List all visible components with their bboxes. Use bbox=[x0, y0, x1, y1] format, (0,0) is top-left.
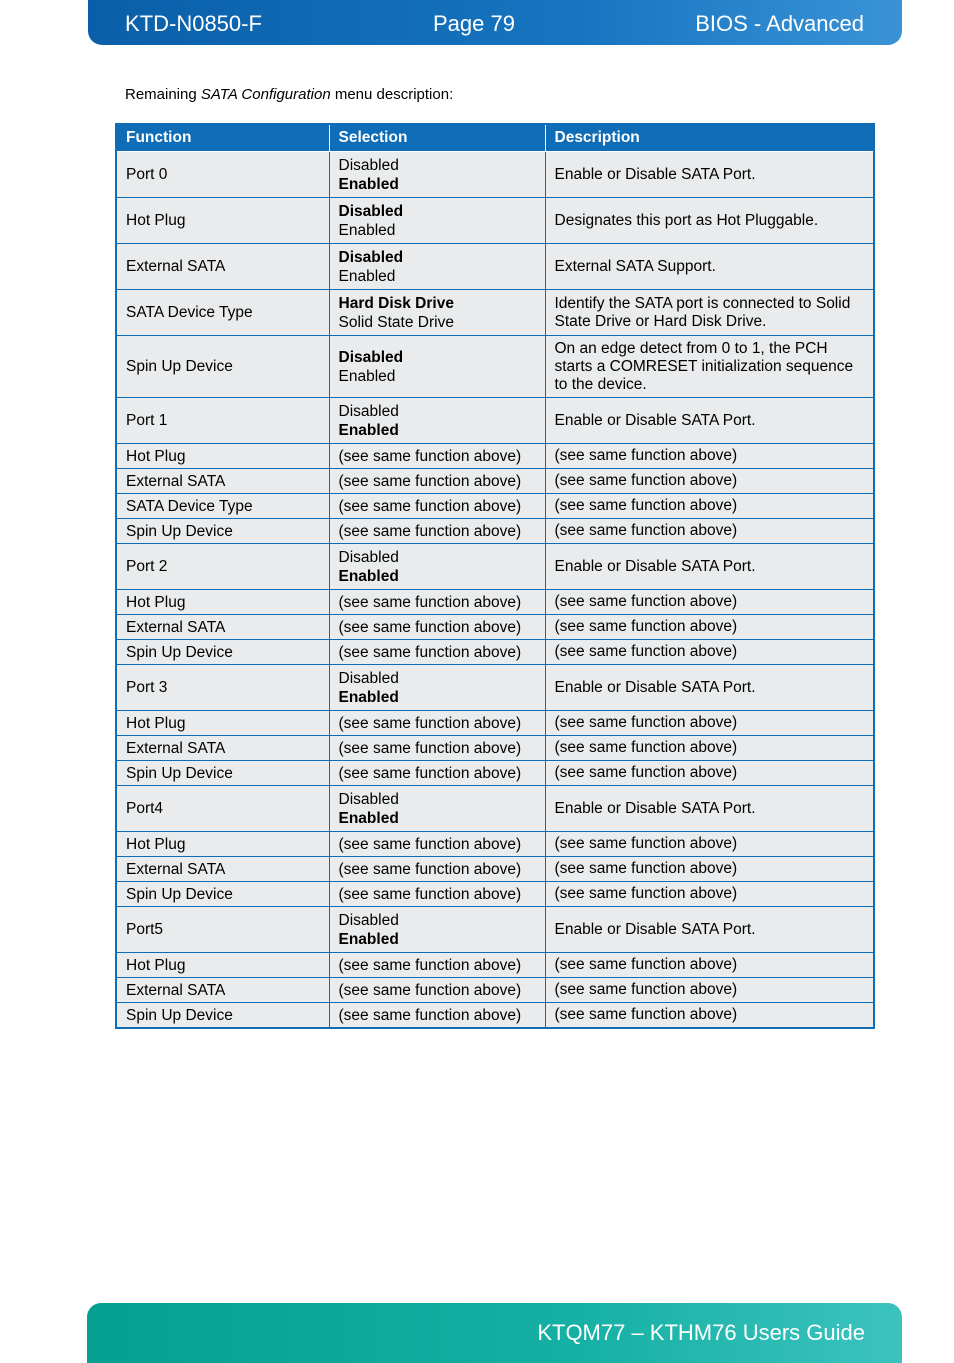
description-line: Identify the SATA port is connected to Solid bbox=[554, 294, 851, 312]
cell-function: Hot Plug bbox=[116, 198, 329, 244]
cell-function: SATA Device Type bbox=[116, 290, 329, 336]
cell-description bbox=[545, 907, 874, 953]
description-line: (see same function above) bbox=[554, 447, 738, 464]
cell-selection bbox=[329, 336, 545, 398]
selection-option: Disabled bbox=[338, 402, 399, 420]
description-line: State Drive or Hard Disk Drive. bbox=[554, 312, 767, 330]
cell-description bbox=[545, 398, 874, 444]
cell-selection bbox=[329, 665, 545, 711]
header-section: BIOS - Advanced bbox=[695, 11, 864, 36]
cell-function: Hot Plug bbox=[116, 711, 329, 736]
intro-text bbox=[125, 86, 453, 104]
cell-selection: (see same function above) bbox=[329, 736, 545, 761]
table-row bbox=[116, 711, 874, 736]
cell-description bbox=[545, 469, 874, 494]
cell-selection bbox=[329, 290, 545, 336]
table-row bbox=[116, 953, 874, 978]
cell-selection: (see same function above) bbox=[329, 494, 545, 519]
table-row bbox=[116, 590, 874, 615]
table-header-row bbox=[116, 124, 874, 152]
cell-selection: (see same function above) bbox=[329, 761, 545, 786]
cell-description bbox=[545, 857, 874, 882]
cell-description bbox=[545, 615, 874, 640]
table-row bbox=[116, 290, 874, 336]
cell-function: Port5 bbox=[116, 907, 329, 953]
cell-description bbox=[545, 544, 874, 590]
cell-function: Port4 bbox=[116, 786, 329, 832]
page-footer bbox=[87, 1303, 902, 1363]
cell-description bbox=[545, 736, 874, 761]
cell-function: External SATA bbox=[116, 978, 329, 1003]
description-line: (see same function above) bbox=[554, 956, 738, 973]
cell-function: Spin Up Device bbox=[116, 1003, 329, 1029]
table-row bbox=[116, 444, 874, 469]
table-row bbox=[116, 736, 874, 761]
table-row bbox=[116, 615, 874, 640]
intro-prefix: Remaining bbox=[125, 86, 201, 103]
table-row bbox=[116, 519, 874, 544]
description-line: to the device. bbox=[554, 375, 647, 393]
description-line: On an edge detect from 0 to 1, the PCH bbox=[554, 339, 828, 357]
cell-function: Hot Plug bbox=[116, 444, 329, 469]
cell-description bbox=[545, 640, 874, 665]
cell-selection: (see same function above) bbox=[329, 978, 545, 1003]
cell-description bbox=[545, 152, 874, 198]
cell-description bbox=[545, 494, 874, 519]
cell-description bbox=[545, 444, 874, 469]
selection-default-option: Enabled bbox=[338, 567, 399, 585]
table-row bbox=[116, 978, 874, 1003]
description-line: Enable or Disable SATA Port. bbox=[554, 799, 756, 817]
description-line: (see same function above) bbox=[554, 497, 738, 514]
cell-selection: (see same function above) bbox=[329, 615, 545, 640]
selection-default-option: Disabled bbox=[338, 248, 404, 266]
cell-function: Spin Up Device bbox=[116, 336, 329, 398]
page-header bbox=[88, 0, 902, 45]
table-body bbox=[116, 152, 874, 1029]
cell-selection: (see same function above) bbox=[329, 590, 545, 615]
selection-default-option: Enabled bbox=[338, 175, 399, 193]
cell-description bbox=[545, 244, 874, 290]
cell-function: External SATA bbox=[116, 736, 329, 761]
description-line: Enable or Disable SATA Port. bbox=[554, 165, 756, 183]
description-line: Enable or Disable SATA Port. bbox=[554, 920, 756, 938]
cell-description bbox=[545, 590, 874, 615]
column-header-function: Function bbox=[116, 124, 329, 152]
table-row bbox=[116, 640, 874, 665]
cell-selection: (see same function above) bbox=[329, 711, 545, 736]
table-row bbox=[116, 469, 874, 494]
cell-description bbox=[545, 198, 874, 244]
cell-selection bbox=[329, 786, 545, 832]
table-row bbox=[116, 336, 874, 398]
selection-option: Solid State Drive bbox=[338, 313, 454, 331]
cell-selection: (see same function above) bbox=[329, 832, 545, 857]
cell-selection bbox=[329, 907, 545, 953]
description-line: Enable or Disable SATA Port. bbox=[554, 678, 756, 696]
selection-option: Disabled bbox=[338, 790, 399, 808]
description-line: (see same function above) bbox=[554, 835, 738, 852]
selection-option: Disabled bbox=[338, 911, 399, 929]
cell-description bbox=[545, 882, 874, 907]
description-line: (see same function above) bbox=[554, 860, 738, 877]
intro-suffix: menu description: bbox=[330, 86, 454, 103]
selection-default-option: Hard Disk Drive bbox=[338, 294, 454, 312]
cell-selection: (see same function above) bbox=[329, 444, 545, 469]
selection-option: Enabled bbox=[338, 367, 396, 385]
description-line: starts a COMRESET initialization sequence bbox=[554, 357, 854, 375]
cell-function: SATA Device Type bbox=[116, 494, 329, 519]
cell-function: External SATA bbox=[116, 857, 329, 882]
cell-selection bbox=[329, 244, 545, 290]
cell-selection: (see same function above) bbox=[329, 519, 545, 544]
selection-default-option: Disabled bbox=[338, 202, 404, 220]
column-header-selection: Selection bbox=[329, 124, 545, 152]
table-row bbox=[116, 882, 874, 907]
table-row bbox=[116, 198, 874, 244]
cell-description bbox=[545, 711, 874, 736]
cell-selection: (see same function above) bbox=[329, 953, 545, 978]
description-line: (see same function above) bbox=[554, 593, 738, 610]
cell-selection: (see same function above) bbox=[329, 640, 545, 665]
header-page-number: Page 79 bbox=[433, 11, 515, 36]
sata-configuration-table bbox=[115, 123, 875, 1029]
description-line: (see same function above) bbox=[554, 764, 738, 781]
selection-default-option: Enabled bbox=[338, 688, 399, 706]
description-line: (see same function above) bbox=[554, 714, 738, 731]
description-line: External SATA Support. bbox=[554, 257, 716, 275]
table-row bbox=[116, 832, 874, 857]
cell-function: Spin Up Device bbox=[116, 761, 329, 786]
cell-function: External SATA bbox=[116, 244, 329, 290]
cell-selection bbox=[329, 544, 545, 590]
description-line: (see same function above) bbox=[554, 618, 738, 635]
cell-function: Port 2 bbox=[116, 544, 329, 590]
cell-function: Hot Plug bbox=[116, 953, 329, 978]
cell-description bbox=[545, 1003, 874, 1029]
cell-function: External SATA bbox=[116, 469, 329, 494]
cell-selection: (see same function above) bbox=[329, 882, 545, 907]
cell-description bbox=[545, 953, 874, 978]
cell-description bbox=[545, 761, 874, 786]
table-row bbox=[116, 907, 874, 953]
cell-description bbox=[545, 290, 874, 336]
selection-option: Disabled bbox=[338, 548, 399, 566]
selection-default-option: Enabled bbox=[338, 421, 399, 439]
cell-selection: (see same function above) bbox=[329, 469, 545, 494]
description-line: Enable or Disable SATA Port. bbox=[554, 411, 756, 429]
table-row bbox=[116, 494, 874, 519]
selection-option: Enabled bbox=[338, 267, 396, 285]
cell-description bbox=[545, 832, 874, 857]
selection-default-option: Enabled bbox=[338, 930, 399, 948]
description-line: (see same function above) bbox=[554, 1006, 738, 1023]
description-line: (see same function above) bbox=[554, 643, 738, 660]
description-line: (see same function above) bbox=[554, 885, 738, 902]
cell-description bbox=[545, 519, 874, 544]
table-row bbox=[116, 244, 874, 290]
cell-function: External SATA bbox=[116, 615, 329, 640]
cell-function: Spin Up Device bbox=[116, 882, 329, 907]
column-header-description: Description bbox=[545, 124, 874, 152]
intro-emphasis: SATA Configuration bbox=[200, 86, 331, 103]
cell-function: Spin Up Device bbox=[116, 640, 329, 665]
cell-description bbox=[545, 665, 874, 711]
description-line: (see same function above) bbox=[554, 981, 738, 998]
table-row bbox=[116, 152, 874, 198]
table-row bbox=[116, 857, 874, 882]
cell-selection bbox=[329, 198, 545, 244]
cell-function: Spin Up Device bbox=[116, 519, 329, 544]
cell-function: Port 1 bbox=[116, 398, 329, 444]
description-line: (see same function above) bbox=[554, 739, 738, 756]
selection-default-option: Enabled bbox=[338, 809, 399, 827]
description-line: (see same function above) bbox=[554, 522, 738, 539]
cell-function: Port 3 bbox=[116, 665, 329, 711]
table-row bbox=[116, 398, 874, 444]
selection-option: Disabled bbox=[338, 156, 399, 174]
selection-option: Disabled bbox=[338, 669, 399, 687]
cell-function: Port 0 bbox=[116, 152, 329, 198]
description-line: (see same function above) bbox=[554, 472, 738, 489]
table-row bbox=[116, 1003, 874, 1029]
cell-selection bbox=[329, 398, 545, 444]
header-model: KTD-N0850-F bbox=[125, 11, 262, 36]
cell-selection: (see same function above) bbox=[329, 857, 545, 882]
cell-selection bbox=[329, 152, 545, 198]
table-row bbox=[116, 761, 874, 786]
footer-title: KTQM77 – KTHM76 Users Guide bbox=[537, 1320, 865, 1345]
description-line: Designates this port as Hot Pluggable. bbox=[554, 211, 819, 229]
description-line: Enable or Disable SATA Port. bbox=[554, 557, 756, 575]
cell-description bbox=[545, 786, 874, 832]
table-row bbox=[116, 544, 874, 590]
cell-description bbox=[545, 336, 874, 398]
cell-description bbox=[545, 978, 874, 1003]
cell-selection: (see same function above) bbox=[329, 1003, 545, 1029]
cell-function: Hot Plug bbox=[116, 590, 329, 615]
selection-default-option: Disabled bbox=[338, 348, 404, 366]
table-row bbox=[116, 665, 874, 711]
selection-option: Enabled bbox=[338, 221, 396, 239]
table-row bbox=[116, 786, 874, 832]
cell-function: Hot Plug bbox=[116, 832, 329, 857]
